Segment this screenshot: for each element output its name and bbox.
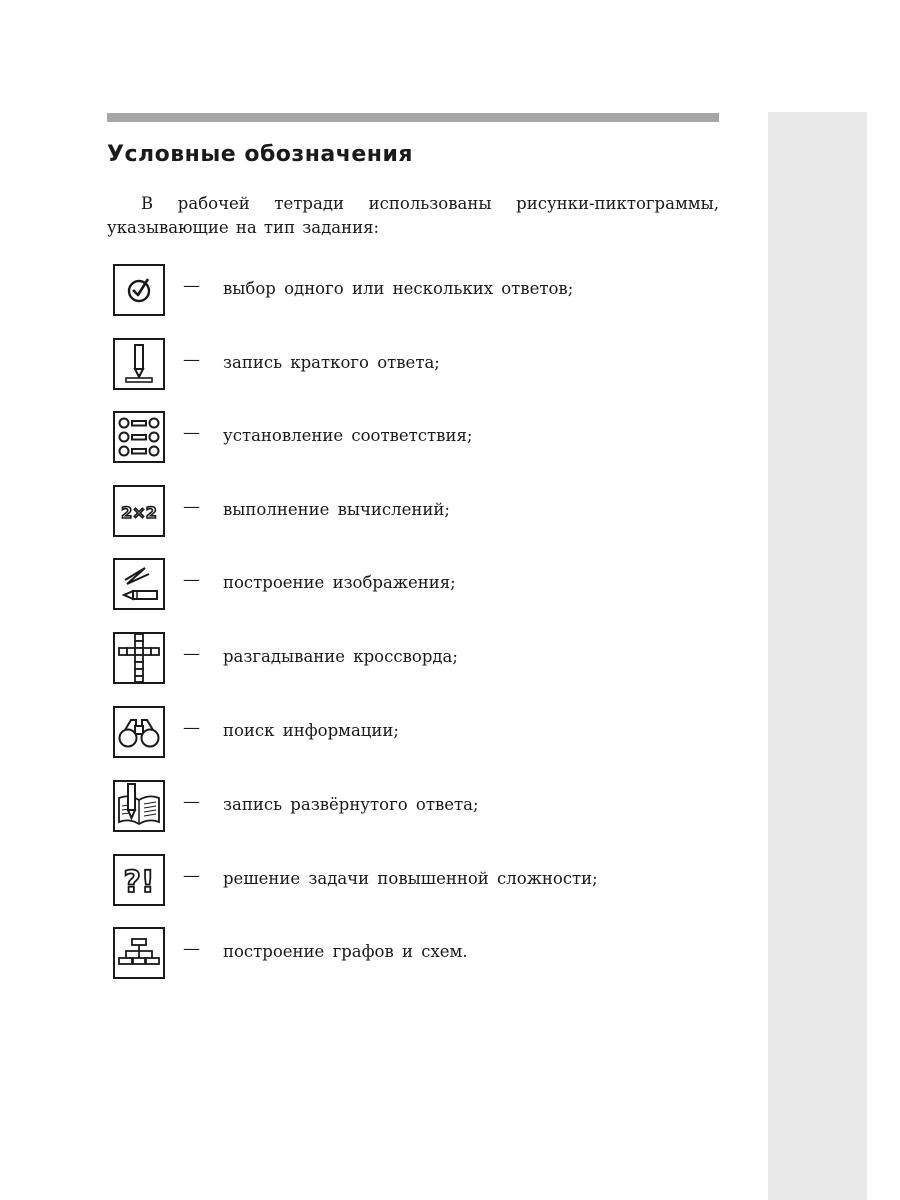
legend-dash: — [183, 939, 200, 959]
graph-scheme-icon [113, 927, 165, 979]
intro-paragraph: В рабочей тетради использованы рисунки-пиктограммы, указывающие на тип задания: [107, 194, 719, 237]
legend-description: запись развёрнутого ответа; [223, 795, 479, 814]
calculation-glyph: 2×2 [121, 503, 157, 522]
legend-item [113, 411, 733, 463]
legend-dash: — [183, 423, 200, 443]
side-margin-strip [768, 112, 867, 1200]
legend-description: поиск информации; [223, 721, 399, 740]
legend-item [113, 632, 733, 684]
legend-dash: — [183, 497, 200, 517]
legend-description: разгадывание кроссворда; [223, 647, 458, 666]
legend-description: построение графов и схем. [223, 942, 468, 961]
legend-description: установление соответствия; [223, 426, 473, 445]
legend-dash: — [183, 570, 200, 590]
legend-dash: — [183, 718, 200, 738]
legend-item [113, 854, 733, 906]
pen-book-icon [113, 780, 165, 832]
legend-dash: — [183, 644, 200, 664]
legend-item [113, 780, 733, 832]
legend-description: выбор одного или нескольких ответов; [223, 279, 574, 298]
top-rule [107, 113, 719, 122]
matching-icon [113, 411, 165, 463]
binoculars-icon [113, 706, 165, 758]
legend-dash: — [183, 866, 200, 886]
legend-item [113, 927, 733, 979]
pencil-drawing-icon [113, 558, 165, 610]
legend-dash: — [183, 350, 200, 370]
legend-description: выполнение вычислений; [223, 500, 450, 519]
pen-writing-icon [113, 338, 165, 390]
legend-dash: — [183, 792, 200, 812]
legend-item [113, 264, 733, 316]
question-exclamation-icon [113, 854, 165, 906]
legend-item [113, 558, 733, 610]
legend-description: решение задачи повышенной сложности; [223, 869, 598, 888]
legend-dash: — [183, 276, 200, 296]
legend-description: построение изображения; [223, 573, 456, 592]
checkmark-circle-icon [113, 264, 165, 316]
crossword-icon [113, 632, 165, 684]
calculation-2x2-icon [113, 485, 165, 537]
legend-item [113, 338, 733, 390]
legend-description: запись краткого ответа; [223, 353, 440, 372]
legend-item [113, 485, 733, 537]
page-title: Условные обозначения [107, 142, 414, 167]
legend-item [113, 706, 733, 758]
question-exclamation-glyph: ?! [123, 865, 155, 900]
